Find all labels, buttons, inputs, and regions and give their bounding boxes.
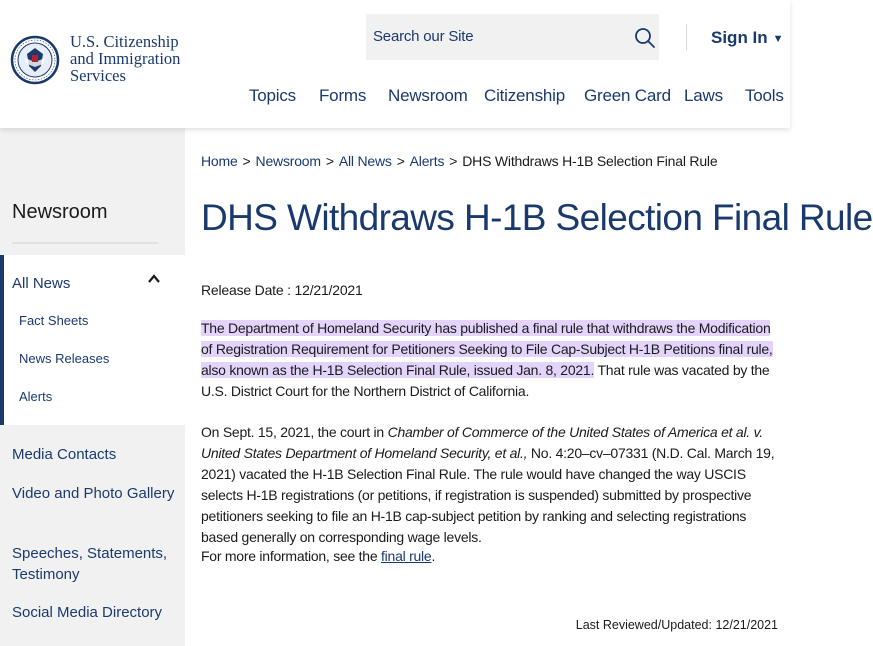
sidebar-heading[interactable]: Newsroom (12, 201, 108, 223)
breadcrumb-separator: > (242, 153, 251, 169)
paragraph-2-body: No. 4:20–cv–07331 (N.D. Cal. March 19, 2021) vacated the H-1B Selection Final Rule. The rule would have changed the way USCIS selects H-1B registrations (or petitions, if registration is suspended) submitted by prospective petitioners seeking to file an H-1B cap-subject petition by ranking and selecting registrations based generally on corresponding wage levels. (201, 445, 775, 545)
breadcrumb-home[interactable]: Home (201, 153, 238, 169)
nav-citizenship[interactable]: Citizenship (484, 86, 565, 105)
breadcrumb-separator: > (396, 153, 405, 169)
breadcrumb (201, 153, 717, 169)
caret-down-icon: ▼ (772, 33, 784, 45)
agency-name-line-3: Services (70, 66, 126, 85)
paragraph-2-intro: On Sept. 15, 2021, the court in (201, 424, 388, 440)
agency-name-line-2: and Immigration (70, 49, 181, 68)
sidebar-divider (12, 242, 158, 244)
final-rule-link[interactable]: final rule (381, 548, 432, 564)
article-paragraph-3 (201, 546, 781, 567)
header-divider (686, 24, 687, 50)
article-paragraph-1 (201, 318, 781, 402)
release-date-value: 12/21/2021 (294, 282, 363, 298)
sidebar-item-all-news (0, 255, 185, 425)
chevron-up-icon[interactable] (147, 272, 161, 286)
sidebar-item-fact-sheets[interactable]: Fact Sheets (19, 313, 89, 328)
agency-name[interactable] (70, 33, 180, 84)
paragraph-3-intro: For more information, see the (201, 548, 382, 564)
nav-tools[interactable]: Tools (745, 86, 784, 105)
breadcrumb-all-news[interactable]: All News (338, 153, 392, 169)
breadcrumb-separator: > (325, 153, 334, 169)
sidebar-item-alerts[interactable]: Alerts (19, 389, 53, 404)
last-reviewed-date: 12/21/2021 (715, 618, 778, 632)
breadcrumb-current: DHS Withdraws H-1B Selection Final Rule (462, 153, 718, 169)
sign-in-button[interactable] (711, 28, 784, 48)
highlighted-text: The Department of Homeland Security has published a final rule that withdraws the Modification of Registration Requirement for Petitioners Seeking to File Cap-Subject H-1B Petitions final rule, also known as the H-1B Selection Final Rule, issued Jan. 8, 2021. (201, 320, 773, 378)
sidebar-item-speeches[interactable]: Speeches, Statements, Testimony (12, 545, 168, 583)
nav-newsroom[interactable]: Newsroom (388, 86, 468, 105)
agency-name-line-1: U.S. Citizenship (70, 32, 179, 51)
sidebar-item-news-releases[interactable]: News Releases (19, 351, 110, 366)
nav-green-card[interactable]: Green Card (584, 86, 671, 105)
site-header (0, 0, 790, 128)
release-date (201, 282, 363, 298)
nav-forms[interactable]: Forms (319, 86, 367, 105)
release-date-label: Release Date : (201, 282, 291, 298)
search-input[interactable] (366, 14, 659, 60)
nav-topics[interactable]: Topics (249, 86, 296, 105)
sidebar (0, 128, 185, 646)
sidebar-item-all-news-label[interactable]: All News (12, 275, 71, 292)
sidebar-item-social-media[interactable]: Social Media Directory (12, 604, 163, 621)
paragraph-1-rest: That rule was vacated by the U.S. District Court for the Northern District of California. (201, 362, 770, 399)
last-reviewed (576, 618, 778, 632)
dhs-seal-icon[interactable] (10, 28, 60, 92)
last-reviewed-label: Last Reviewed/Updated: (575, 618, 712, 632)
case-name: Chamber of Commerce of the United States of America et al. v. United States Department of Homeland Security, et al., (201, 424, 763, 461)
page-title: DHS Withdraws H-1B Selection Final Rule (201, 197, 873, 238)
breadcrumb-newsroom[interactable]: Newsroom (255, 153, 321, 169)
sign-in-label: Sign In (711, 28, 768, 47)
sidebar-item-media-contacts[interactable]: Media Contacts (12, 446, 117, 463)
breadcrumb-separator: > (449, 153, 458, 169)
main-nav (0, 86, 790, 108)
article-paragraph-2 (201, 422, 781, 548)
search-icon[interactable] (633, 26, 657, 50)
nav-laws[interactable]: Laws (684, 86, 723, 105)
search-placeholder: Search our Site (373, 28, 474, 45)
paragraph-3-end: . (431, 548, 436, 564)
sidebar-item-video-photo-gallery[interactable]: Video and Photo Gallery (12, 485, 175, 502)
breadcrumb-alerts[interactable]: Alerts (409, 153, 445, 169)
